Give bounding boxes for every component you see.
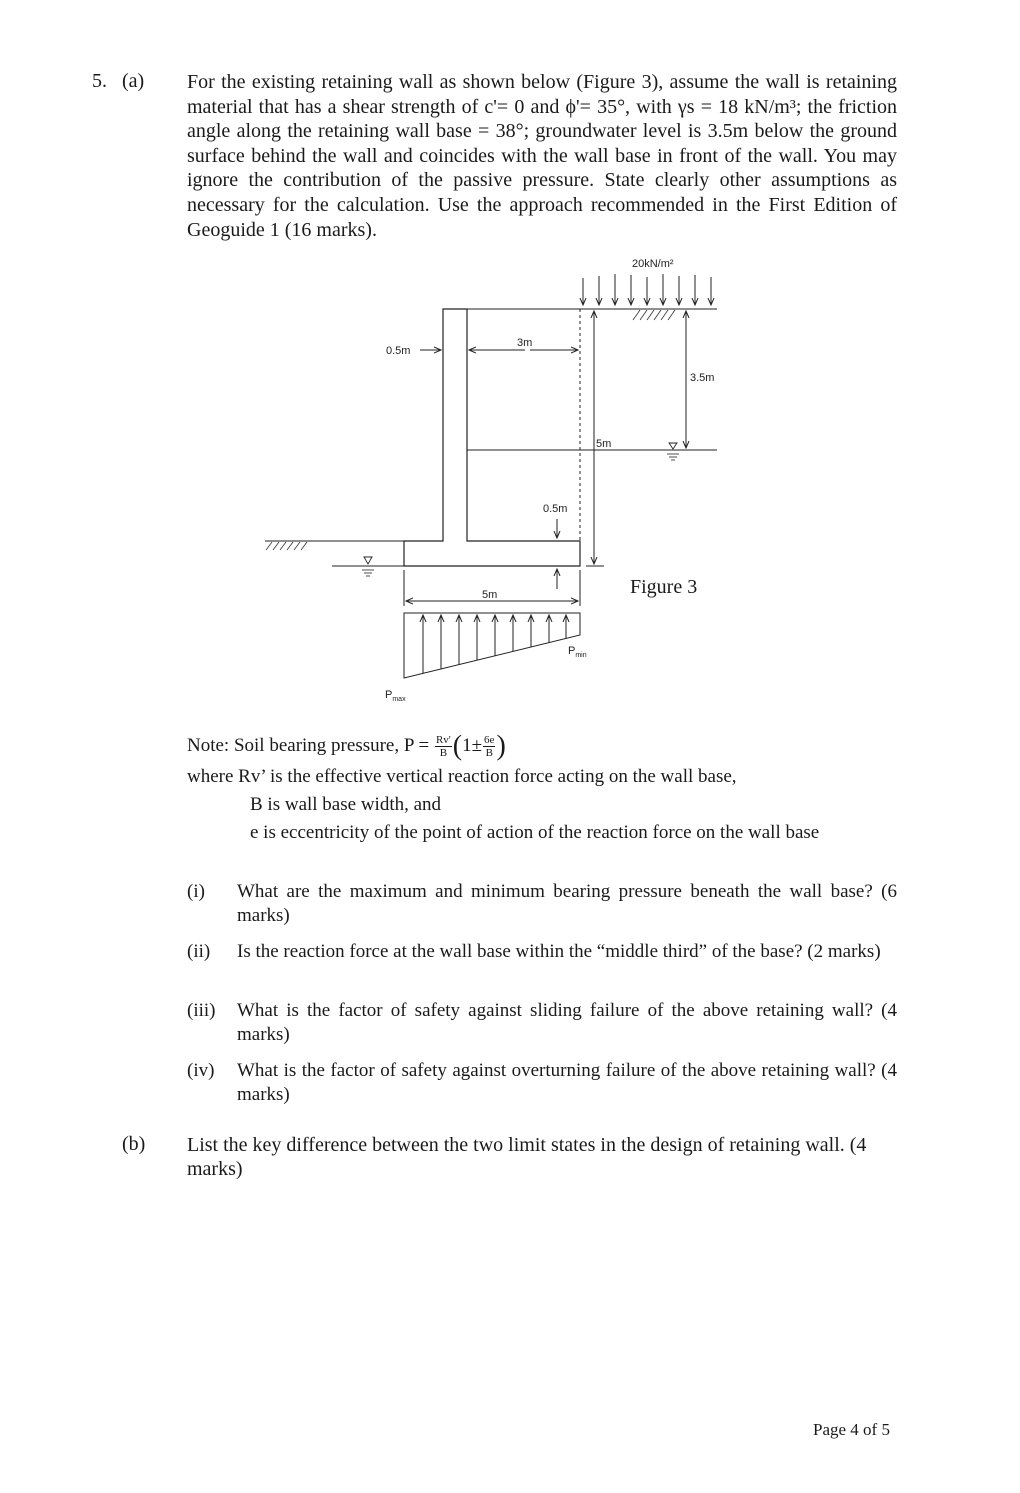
wall-height-label: 5m [596,438,612,450]
base-width-label: 5m [482,589,498,601]
subquestion-ii: (ii) Is the reaction force at the wall base within the “middle third” of the base? (2 marks) [187,941,881,962]
left-water-icon [364,557,372,564]
wall-outline [404,309,580,566]
note-b: B is wall base width, and [250,793,442,815]
stem-thickness-label: 0.5m [386,345,411,357]
figure-caption: Figure 3 [630,576,698,598]
right-water-icon [669,443,677,449]
pressure-diagram [404,613,580,678]
gw-depth-label: 3.5m [690,372,715,384]
base-thickness-label: 0.5m [543,503,568,515]
surcharge-label: 20kN/m² [632,258,674,270]
question-number: 5. [92,70,107,92]
left-hatch [266,542,307,550]
part-a-label: (a) [122,70,145,92]
retaining-wall-figure [250,252,730,712]
frac-6e-b: $\frac{6e}{B}$ [484,734,495,760]
part-b-text: List the key difference between the two limit states in the design of retaining wall. (4 marks) [187,1134,867,1180]
page-number: Page 4 of 5 [813,1420,890,1439]
note-block [187,732,907,847]
subquestion-i: (i) What are the maximum and minimum bearing pressure beneath the wall base? (6 marks) [187,881,897,926]
note-prefix: Note: Soil bearing pressure, P = [187,735,434,756]
note-where: where Rv’ is the effective vertical reaction force acting on the wall base, [187,765,737,787]
heel-width-label: 3m [517,337,533,349]
p-min-label: $P_{min}$ [568,645,587,659]
right-hatch [633,310,675,320]
p-max-label: $P_{max}$ [385,689,406,703]
subquestion-iii: (iii) What is the factor of safety against sliding failure of the above retaining wall? (4 marks) [187,1000,897,1045]
part-a-text: For the existing retaining wall as shown below (Figure 3), assume the wall is retaining material that has a shear strength of c'= 0 and ϕ'= 35°, with γs = 18 kN/m³; the friction angle along the retaining wall base = 38°; groundwater level is 3.5m below the ground surface behind the wall and coincides with the wall base in front of the wall. You may ignore the contribution of the passive pressure. State clearly other assumptions as necessary for the calculation. Use the approach recommended in the First Edition of Geoguide 1 (16 marks). [187,71,897,241]
surcharge-arrows [583,274,711,305]
subquestion-iv: (iv) What is the factor of safety against overturning failure of the above retaining wall? (4 marks) [187,1060,897,1105]
formula-line: Note: Soil bearing pressure, P = $\frac{Rv'}{B}$ (1± $\frac{6e}{B}$ ) [187,730,506,762]
one-plus-minus: 1± [462,735,483,756]
part-b-label: (b) [122,1133,146,1155]
frac-rv-b: $\frac{Rv'}{B}$ [435,734,451,760]
note-e: e is eccentricity of the point of action of the reaction force on the wall base [250,821,820,843]
